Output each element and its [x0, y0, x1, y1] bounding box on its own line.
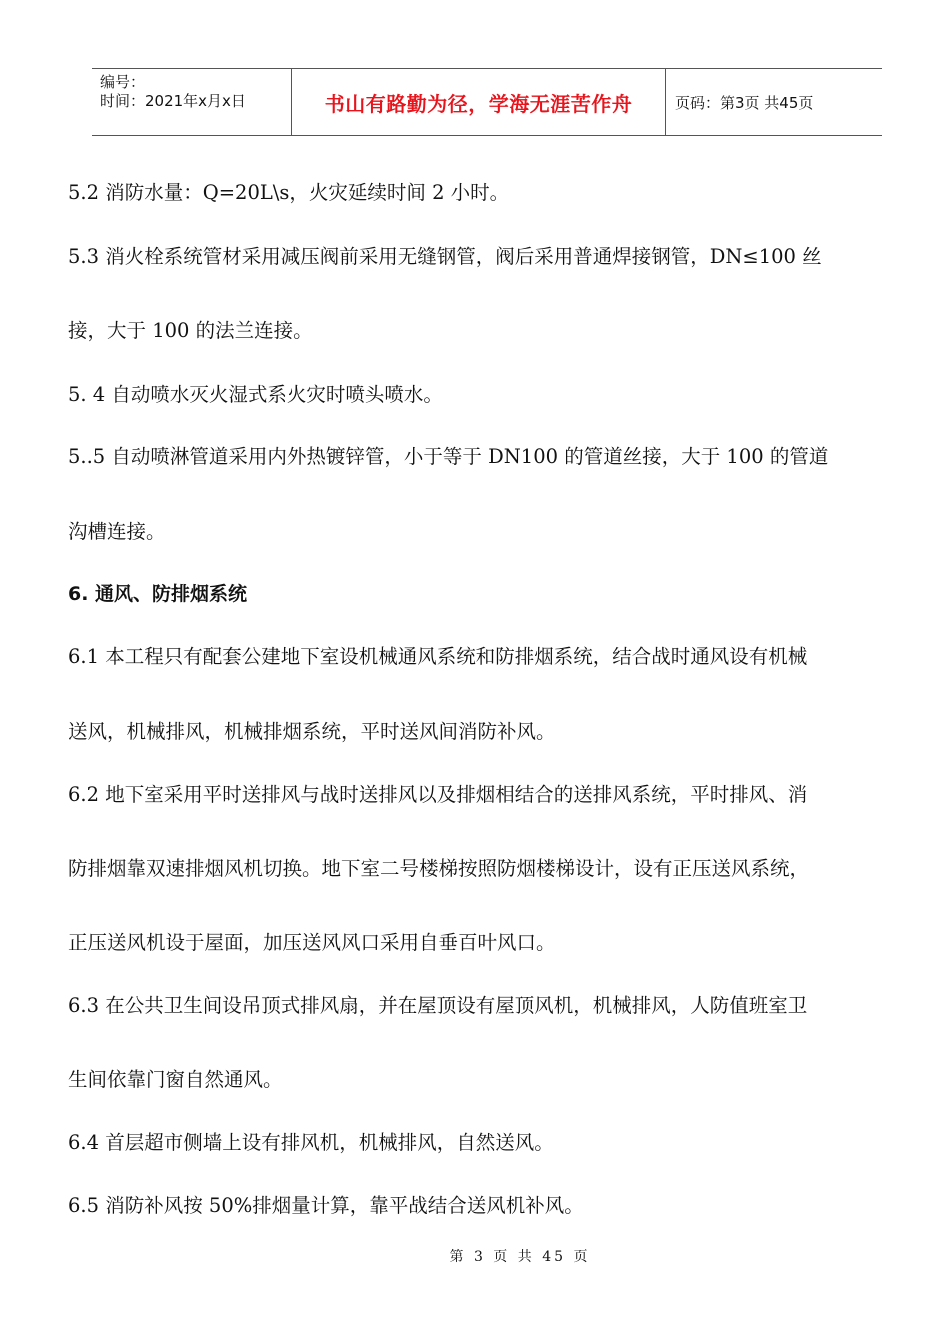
paragraph-line: 生间依靠门窗自然通风。: [68, 1068, 283, 1091]
paragraph-line: 6.5 消防补风按 50%排烟量计算，靠平战结合送风机补风。: [68, 1194, 584, 1217]
header-meta: [92, 69, 292, 135]
paragraph-line: 6.1 本工程只有配套公建地下室设机械通风系统和防排烟系统，结合战时通风设有机械: [68, 645, 808, 668]
paragraph-line: 6.4 首层超市侧墙上设有排风机，机械排风，自然送风。: [68, 1131, 554, 1154]
header-page-info: 页码：第3页 共45页: [675, 93, 814, 112]
paragraph-line: 5.3 消火栓系统管材采用减压阀前采用无缝钢管，阀后采用普通焊接钢管，DN≤100 丝: [68, 245, 822, 268]
paragraph-line: 5..5 自动喷淋管道采用内外热镀锌管，小于等于 DN100 的管道丝接，大于 100 的管道: [68, 445, 829, 468]
paragraph-line: 5.2 消防水量：Q=20L\s，火灾延续时间 2 小时。: [68, 181, 510, 204]
code-label: 编号：: [100, 73, 146, 91]
paragraph-line: 6.3 在公共卫生间设吊顶式排风扇，并在屋顶设有屋顶风机，机械排风，人防值班室卫: [68, 994, 808, 1017]
paragraph-line: 6.2 地下室采用平时送排风与战时送排风以及排烟相结合的送排风系统，平时排风、消: [68, 783, 808, 806]
paragraph-line: 沟槽连接。: [68, 520, 166, 543]
section-heading: 6. 通风、防排烟系统: [68, 583, 248, 605]
paragraph-line: 防排烟靠双速排烟风机切换。地下室二号楼梯按照防烟楼梯设计，设有正压送风系统，: [68, 857, 810, 880]
paragraph-line: 正压送风机设于屋面，加压送风风口采用自垂百叶风口。: [68, 931, 556, 954]
page-footer: 第 3 页 共 45 页: [449, 1249, 591, 1265]
page-header: [92, 68, 882, 136]
paragraph-line: 5. 4 自动喷水灭火湿式系火灾时喷头喷水。: [68, 383, 443, 406]
time-label: 时间：2021年x月x日: [100, 92, 246, 110]
paragraph-line: 送风，机械排风，机械排烟系统，平时送风间消防补风。: [68, 720, 556, 743]
header-motto: 书山有路勤为径，学海无涯苦作舟: [292, 69, 666, 135]
paragraph-line: 接，大于 100 的法兰连接。: [68, 319, 313, 342]
